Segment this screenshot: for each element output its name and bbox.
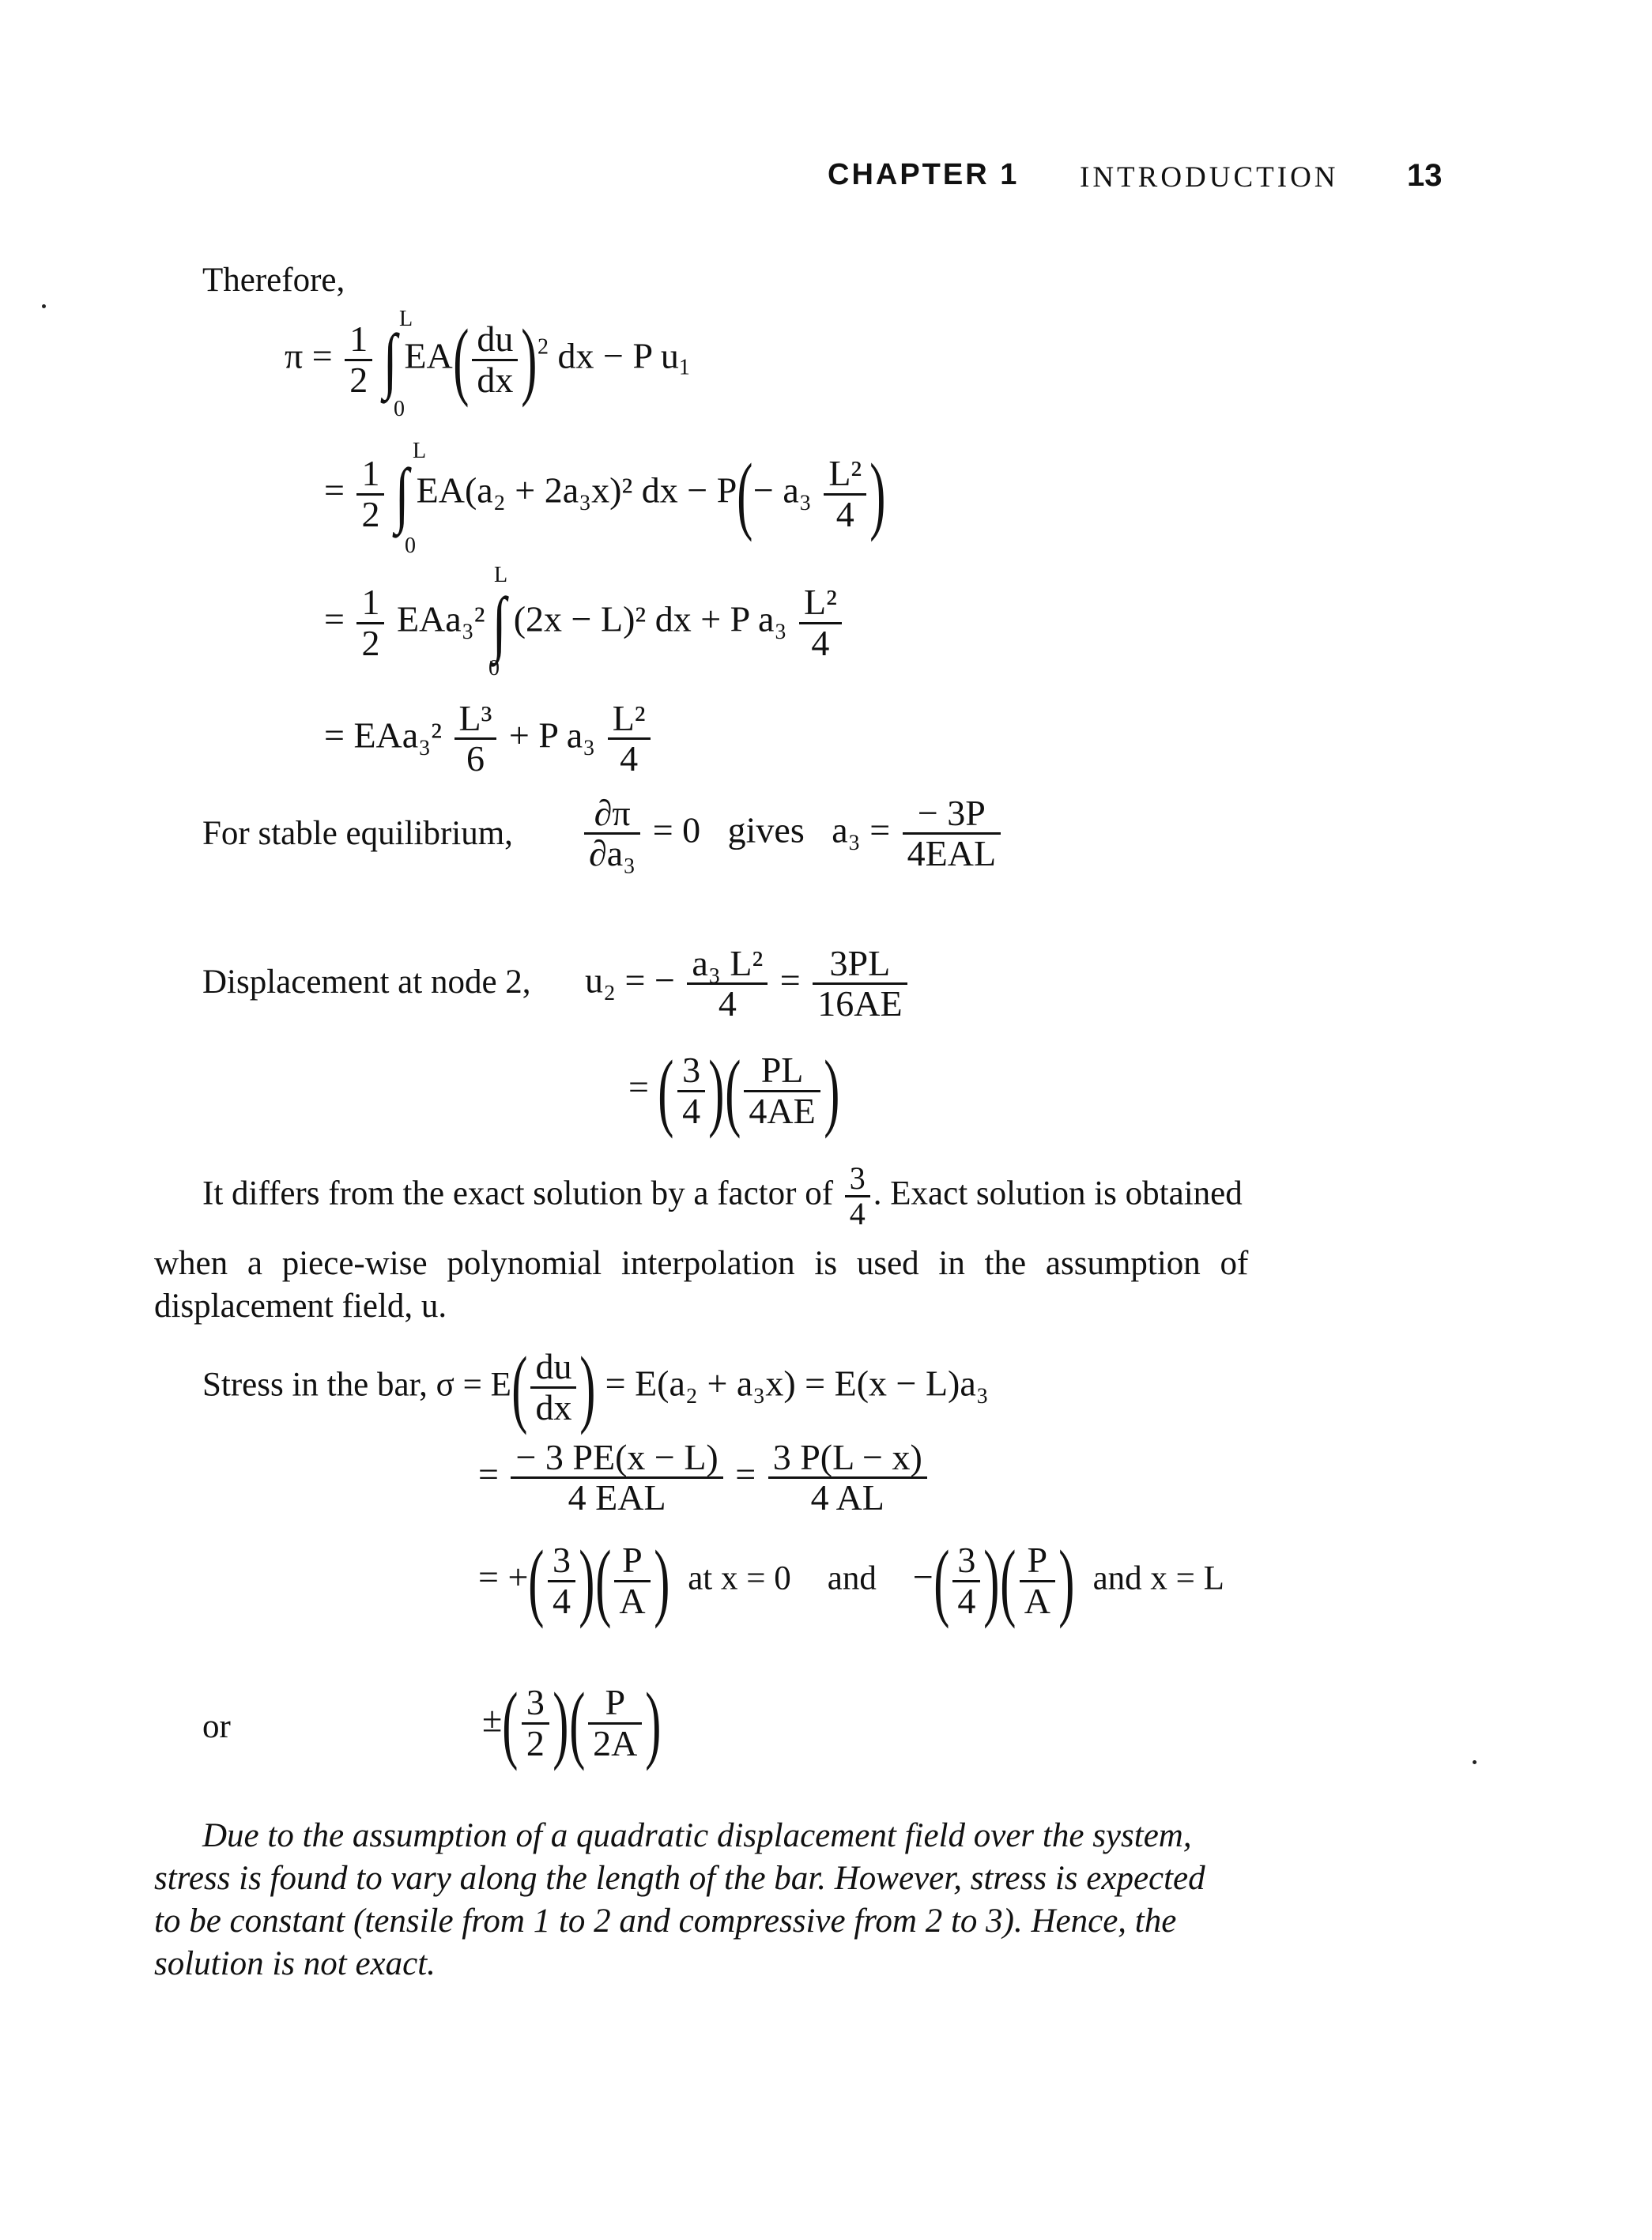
fraction: $\frac{3PL}{16AE}$: [813, 945, 907, 1024]
equation-pi: π = $\frac{1}{2}$ ∫ EA( $\frac{du}{dx}$ )$^2$ dx − P $u_1$: [285, 311, 690, 408]
fraction: $\frac{3}{4}$: [952, 1541, 980, 1620]
fraction: $\frac{3 P(L - x)}{4 AL}$: [768, 1439, 927, 1518]
or-label: or: [202, 1708, 231, 1745]
fraction: $\frac{P}{2A}$: [588, 1684, 642, 1763]
fraction: $\frac{du}{dx}$: [530, 1348, 576, 1427]
fraction: $\frac{\text{a₃ L²}}{4}$: [687, 945, 768, 1024]
fraction: $\frac{P}{A}$: [614, 1541, 650, 1620]
displacement-label: Displacement at node 2,: [202, 964, 531, 1001]
stress-equation-3: = +( $\frac{3}{4}$ )( $\frac{P}{A}$ ) at x = 0 and −( $\frac{3}{4}$ )( $\frac{P}{A}$ ) and x = L: [478, 1533, 1224, 1629]
stress-equation-4: ±( $\frac{3}{2}$ )( $\frac{P}{2A}$ ): [482, 1675, 662, 1771]
fraction: $\frac{\text{L²}}{4}$: [824, 454, 866, 534]
paragraph-line-1: It differs from the exact solution by a factor of $\frac{3}{4}$ . Exact solution is obtained: [202, 1160, 1243, 1231]
section-label: INTRODUCTION: [1080, 161, 1339, 194]
fraction: $\frac{\text{L²}}{4}$: [608, 700, 651, 779]
conclusion-line-2: stress is found to vary along the length of the bar. However, stress is expected: [154, 1860, 1205, 1897]
integral-sign: ∫: [492, 583, 507, 663]
fraction: $\frac{1}{2}$: [345, 320, 372, 399]
fraction: $\frac{\partial\pi}{\text{∂a₃}}$: [584, 794, 640, 873]
paragraph-line-2: when a piece-wise polynomial interpolation is used in the assumption of: [154, 1245, 1249, 1282]
integral-lower-limit: 0: [405, 534, 416, 558]
integral-lower-limit: 0: [488, 656, 500, 681]
integral-sign: ∫: [383, 319, 398, 400]
fraction: $\frac{\text{L²}}{4}$: [799, 583, 842, 662]
paragraph-line-3: displacement field, u.: [154, 1288, 447, 1325]
stress-equation-1: Stress in the bar, σ = E( $\frac{du}{dx}$ ) = E(a₂ + a₃x) = E(x − L)a₃: [202, 1339, 989, 1435]
integral-upper-limit: L: [494, 563, 508, 587]
fraction: $\frac{3}{4}$: [677, 1051, 705, 1130]
fraction: $\frac{\text{L³}}{6}$: [454, 700, 497, 779]
fraction: $\frac{1}{2}$: [356, 454, 384, 534]
equilibrium-equation: $\frac{\partial\pi}{\text{∂a₃}}$ = 0 gives a₃ = $\frac{- 3P}{\text{4EAL}}$: [581, 794, 1004, 873]
conclusion-line-3: to be constant (tensile from 1 to 2 and compressive from 2 to 3). Hence, the: [154, 1902, 1177, 1940]
fraction: $\frac{PL}{4AE}$: [744, 1051, 820, 1130]
integral-upper-limit: L: [399, 307, 413, 331]
page-number: 13: [1407, 158, 1443, 193]
chapter-label: CHAPTER 1: [828, 158, 1020, 191]
stress-equation-2: = $\frac{- 3 PE(x - L)}{\text{4 EAL}}$ = $\frac{3 P(L - x)}{4 AL}$: [478, 1439, 930, 1518]
fraction: $\frac{3}{4}$: [548, 1541, 575, 1620]
intro-text: Therefore,: [202, 262, 345, 299]
displacement-equation-2: = ( $\frac{3}{4}$ )( $\frac{PL}{4AE}$ ): [628, 1043, 840, 1139]
fraction: $\frac{- 3P}{\text{4EAL}}$: [903, 794, 1001, 873]
equation-line-4: = EAa₃² $\frac{\text{L³}}{6}$ + P a₃ $\frac{\text{L²}}{4}$: [324, 700, 654, 779]
fraction: $\frac{3}{4}$: [845, 1162, 870, 1231]
conclusion-line-4: solution is not exact.: [154, 1945, 436, 1982]
equilibrium-label: For stable equilibrium,: [202, 815, 513, 852]
conclusion-line-1: Due to the assumption of a quadratic displacement field over the system,: [202, 1817, 1192, 1854]
equation-line-3: = $\frac{1}{2}$ EAa₃² ∫ (2x − L)² dx + P a₃ $\frac{\text{L²}}{4}$: [324, 581, 845, 665]
fraction: $\frac{3}{2}$: [522, 1684, 549, 1763]
integral-upper-limit: L: [413, 439, 427, 463]
running-header: [828, 158, 1019, 192]
fraction: $\frac{du}{dx}$: [472, 320, 518, 399]
fraction: $\frac{P}{A}$: [1020, 1541, 1055, 1620]
integral-lower-limit: 0: [394, 397, 405, 421]
fraction: $\frac{1}{2}$: [356, 583, 384, 662]
stray-mark: [1473, 1760, 1477, 1764]
integral-sign: ∫: [394, 454, 409, 534]
displacement-equation: u₂ = − $\frac{\text{a₃ L²}}{4}$ = $\frac{3PL}{16AE}$: [585, 945, 911, 1024]
fraction: $\frac{- 3 PE(x - L)}{\text{4 EAL}}$: [511, 1439, 722, 1518]
equation-line-2: = $\frac{1}{2}$ ∫ EA(a₂ + 2a₃x)² dx − P(− a₃ $\frac{\text{L²}}{4}$ ): [324, 446, 886, 542]
stray-mark: [42, 304, 46, 308]
